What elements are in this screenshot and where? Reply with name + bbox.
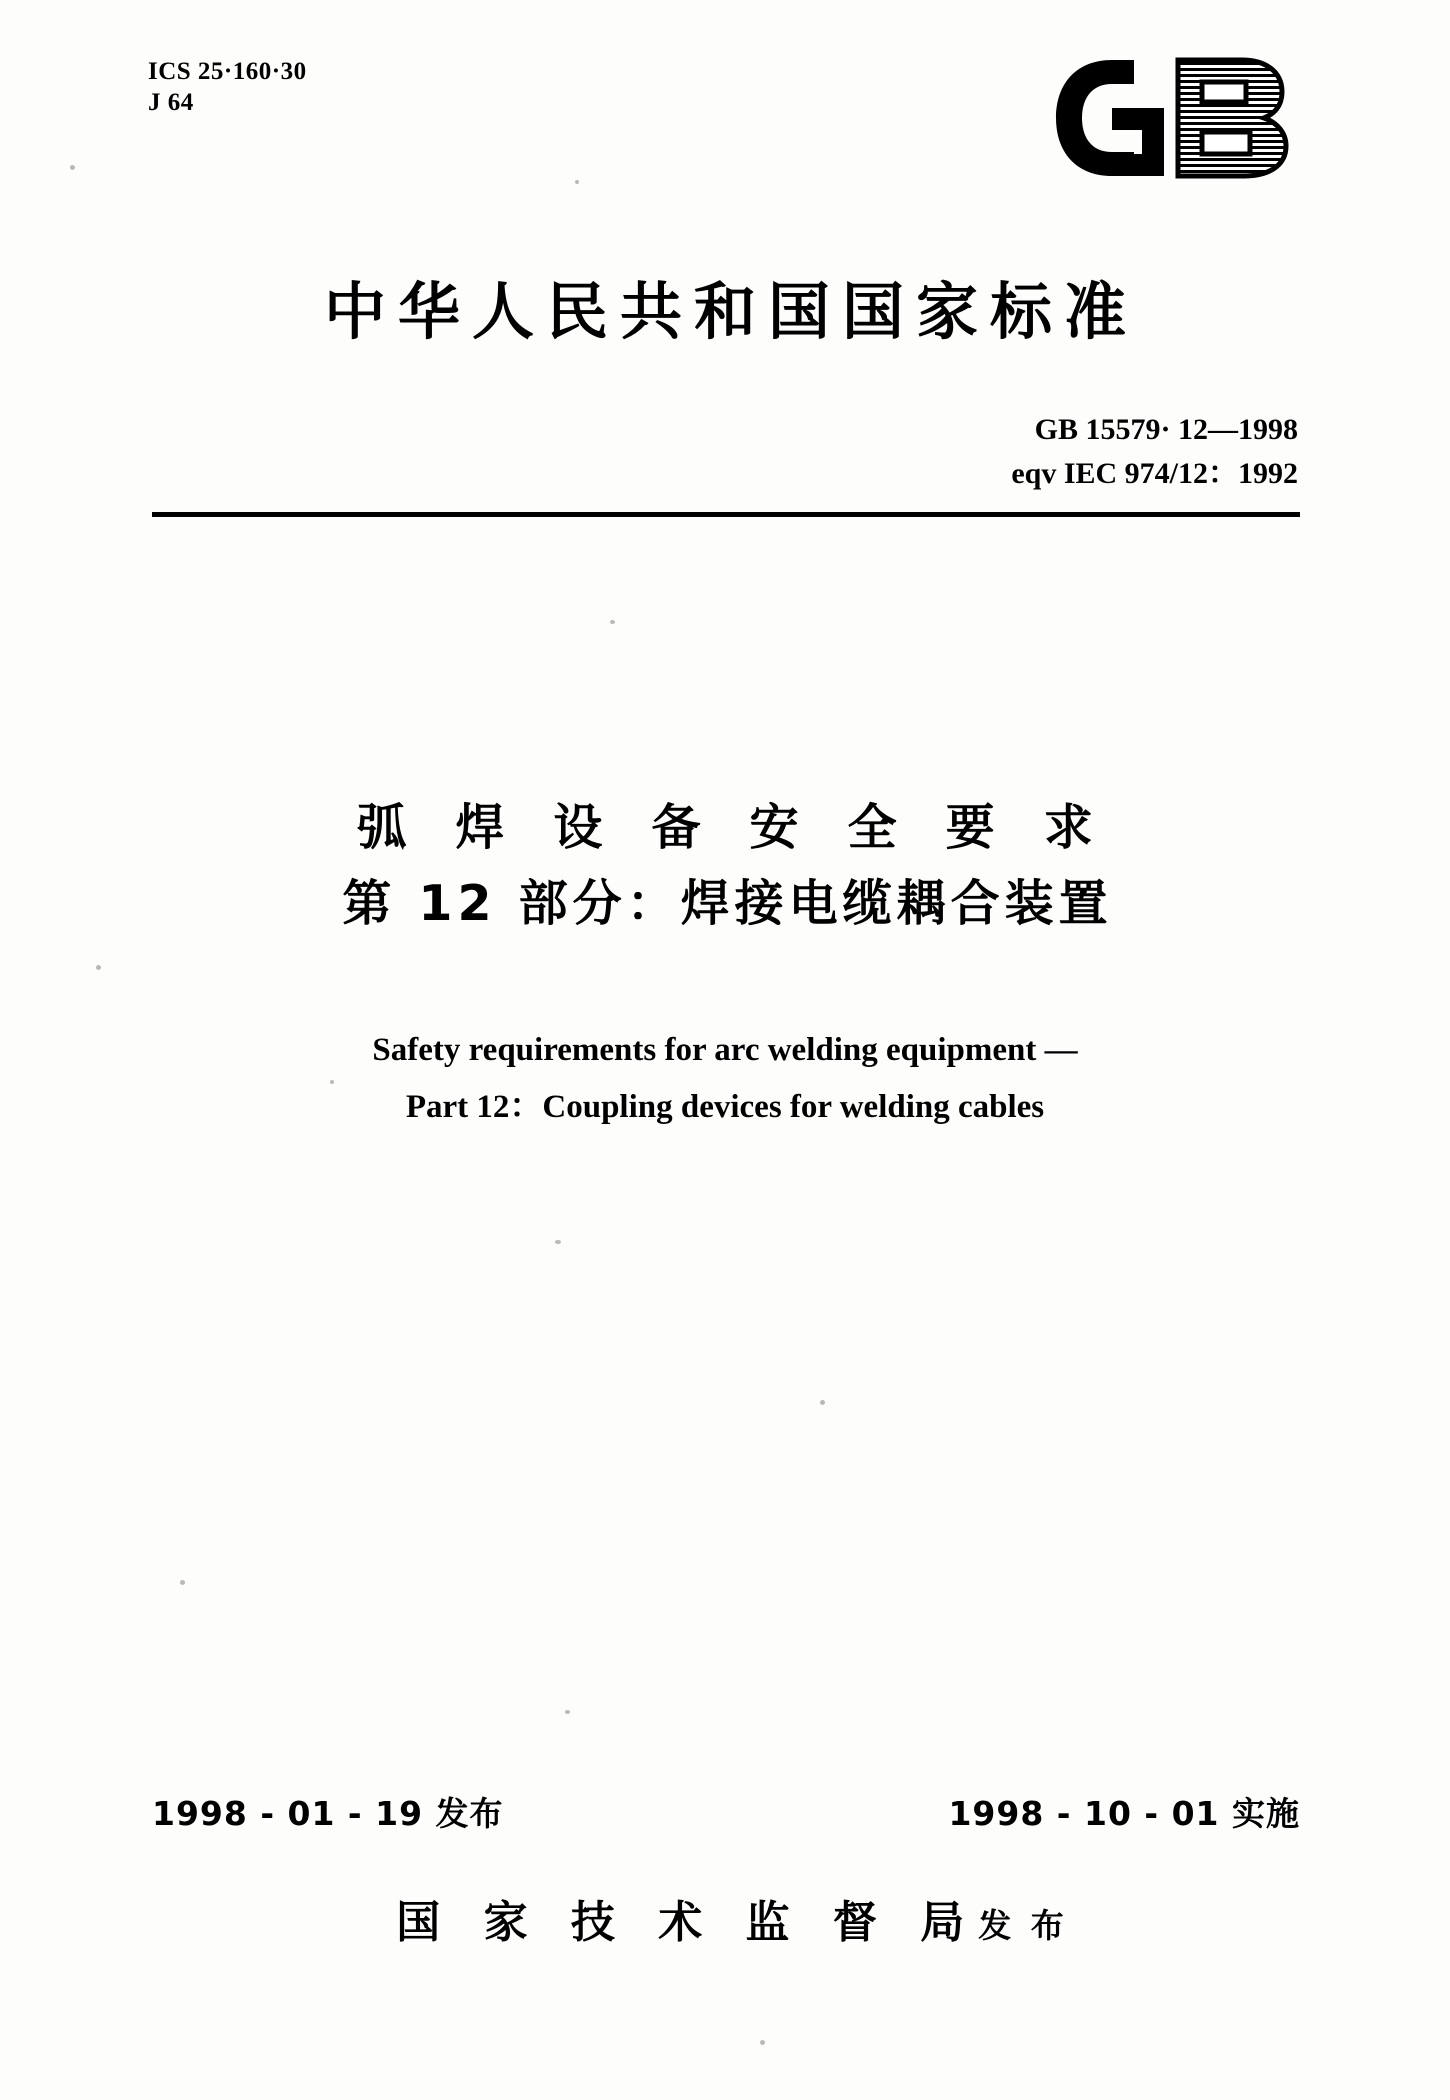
standard-number-block (738, 408, 1298, 495)
scan-speck (96, 965, 101, 970)
ccs-code: J 64 (148, 89, 194, 117)
document-title-cn (0, 790, 1450, 942)
issuer-publish-label: 发 布 (978, 1906, 1068, 1945)
title-cn-line1: 弧 焊 设 备 安 全 要 求 (357, 799, 1109, 856)
equivalent-standard: eqv IEC 974/12：1992 (1011, 456, 1298, 490)
header-divider (152, 512, 1300, 517)
scan-speck (330, 1080, 334, 1084)
title-en-line2: Part 12：Coupling devices for welding cables (405, 1088, 1045, 1125)
issuer-name: 国 家 技 术 监 督 局 (396, 1897, 979, 1948)
scan-speck (555, 1240, 561, 1244)
standard-number: GB 15579· 12—1998 (1034, 413, 1298, 446)
scan-speck (610, 620, 615, 624)
effective-date: 1998 - 10 - 01 实施 (948, 1794, 1300, 1833)
scan-speck (70, 165, 75, 170)
scan-speck (180, 1580, 185, 1585)
scan-speck (575, 180, 579, 184)
title-cn-line2: 第 12 部分：焊接电缆耦合装置 (342, 874, 1113, 932)
ics-code: ICS 25·160·30 (148, 58, 307, 85)
title-en-line1: Safety requirements for arc welding equipment — (372, 1032, 1078, 1068)
national-standard-title: 中华人民共和国国家标准 (323, 275, 1138, 348)
date-row (152, 1788, 1300, 1835)
issuing-authority (0, 1886, 1450, 1950)
gb-emblem-icon (1050, 56, 1298, 180)
scan-speck (760, 2040, 765, 2045)
scan-speck (565, 1710, 570, 1714)
ics-classification-block (148, 56, 307, 119)
issue-date: 1998 - 01 - 19 发布 (152, 1794, 504, 1833)
document-title-en (0, 1022, 1450, 1136)
scan-speck (820, 1400, 825, 1405)
